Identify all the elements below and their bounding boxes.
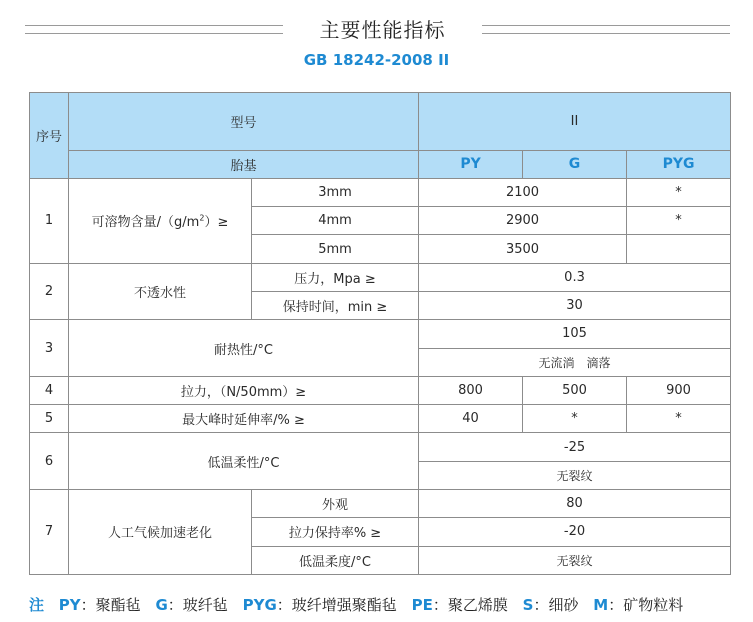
sub-label: 5mm bbox=[252, 235, 419, 263]
header-row-1 bbox=[30, 93, 731, 151]
header-base: 胎基 bbox=[69, 150, 419, 178]
note-value: 玻纤毡 bbox=[182, 596, 228, 614]
note-sep: ： bbox=[533, 596, 549, 614]
value-cell: 80 bbox=[419, 489, 731, 517]
row-name: 人工气候加速老化 bbox=[69, 489, 252, 574]
row-number: 5 bbox=[30, 405, 69, 433]
table-row bbox=[30, 263, 731, 291]
sub-label: 4mm bbox=[252, 207, 419, 235]
note-sep: ： bbox=[276, 596, 292, 614]
title-rule-left bbox=[25, 25, 283, 34]
header-seq: 序号 bbox=[30, 93, 69, 179]
value-cell: * bbox=[627, 405, 731, 433]
note-key: PYG bbox=[242, 596, 277, 614]
row-name: 不透水性 bbox=[69, 263, 252, 320]
note-sep: ： bbox=[432, 596, 448, 614]
standard-code: GB 18242-2008 II bbox=[303, 51, 450, 69]
value-cell: 2900 bbox=[419, 207, 627, 235]
note-key: S bbox=[522, 596, 534, 614]
row-name: 耐热性/°C bbox=[69, 320, 419, 377]
spec-table bbox=[29, 92, 731, 575]
note-lead: 注 bbox=[29, 596, 45, 614]
header-py: PY bbox=[419, 150, 523, 178]
note-key: PY bbox=[58, 596, 81, 614]
row-name: 低温柔性/°C bbox=[69, 433, 419, 490]
row-name: 拉力，（N/50mm）≥ bbox=[69, 376, 419, 404]
table-row bbox=[30, 178, 731, 206]
note-key: PE bbox=[411, 596, 433, 614]
row-number: 7 bbox=[30, 489, 69, 574]
note-value: 矿物粒料 bbox=[623, 596, 684, 614]
note-key: G bbox=[155, 596, 168, 614]
value-cell: 0.3 bbox=[419, 263, 731, 291]
table-row bbox=[30, 433, 731, 461]
header-pyg: PYG bbox=[627, 150, 731, 178]
sub-label: 保持时间，min ≥ bbox=[252, 292, 419, 320]
note-sep: ： bbox=[608, 596, 624, 614]
value-cell: 900 bbox=[627, 376, 731, 404]
sub-label: 3mm bbox=[252, 178, 419, 206]
note-value: 玻纤增强聚酯毡 bbox=[291, 596, 397, 614]
row-number: 6 bbox=[30, 433, 69, 490]
row-name-superscript: 2 bbox=[199, 213, 205, 223]
row-number: 3 bbox=[30, 320, 69, 377]
legend-note bbox=[29, 594, 683, 615]
value-cell: 800 bbox=[419, 376, 523, 404]
value-cell: 40 bbox=[419, 405, 523, 433]
value-cell: 3500 bbox=[419, 235, 627, 263]
table-row bbox=[30, 320, 731, 348]
value-cell: 无裂纹 bbox=[419, 461, 731, 489]
row-number: 1 bbox=[30, 178, 69, 263]
page-title: 主要性能指标 bbox=[319, 18, 446, 42]
title-rule-right bbox=[482, 25, 730, 34]
value-cell: 30 bbox=[419, 292, 731, 320]
header-row-2 bbox=[30, 150, 731, 178]
value-cell: 无流淌 滴落 bbox=[419, 348, 731, 376]
sub-label: 压力，Mpa ≥ bbox=[252, 263, 419, 291]
table-row bbox=[30, 489, 731, 517]
value-cell: * bbox=[523, 405, 627, 433]
table-row bbox=[30, 376, 731, 404]
note-sep: ： bbox=[167, 596, 183, 614]
note-sep: ： bbox=[80, 596, 96, 614]
value-cell: 105 bbox=[419, 320, 731, 348]
value-cell: 500 bbox=[523, 376, 627, 404]
note-value: 细砂 bbox=[548, 596, 579, 614]
value-cell bbox=[627, 235, 731, 263]
title-row bbox=[0, 14, 753, 44]
sub-label: 低温柔度/°C bbox=[252, 546, 419, 574]
sub-label: 拉力保持率% ≥ bbox=[252, 518, 419, 546]
sub-label: 外观 bbox=[252, 489, 419, 517]
value-cell: -25 bbox=[419, 433, 731, 461]
note-key: M bbox=[593, 596, 609, 614]
row-number: 4 bbox=[30, 376, 69, 404]
value-cell: * bbox=[627, 207, 731, 235]
header-model: 型号 bbox=[69, 93, 419, 151]
row-number: 2 bbox=[30, 263, 69, 320]
row-name-part: ）≥ bbox=[204, 215, 229, 231]
note-value: 聚酯毡 bbox=[95, 596, 141, 614]
note-value: 聚乙烯膜 bbox=[447, 596, 508, 614]
table-row bbox=[30, 405, 731, 433]
value-cell: -20 bbox=[419, 518, 731, 546]
value-cell: 2100 bbox=[419, 178, 627, 206]
row-name: 最大峰时延伸率/% ≥ bbox=[69, 405, 419, 433]
value-cell: * bbox=[627, 178, 731, 206]
header-g: G bbox=[523, 150, 627, 178]
row-name bbox=[69, 178, 252, 263]
value-cell: 无裂纹 bbox=[419, 546, 731, 574]
header-grade: II bbox=[419, 93, 731, 151]
row-name-part: 可溶物含量/（g/m bbox=[91, 215, 200, 231]
